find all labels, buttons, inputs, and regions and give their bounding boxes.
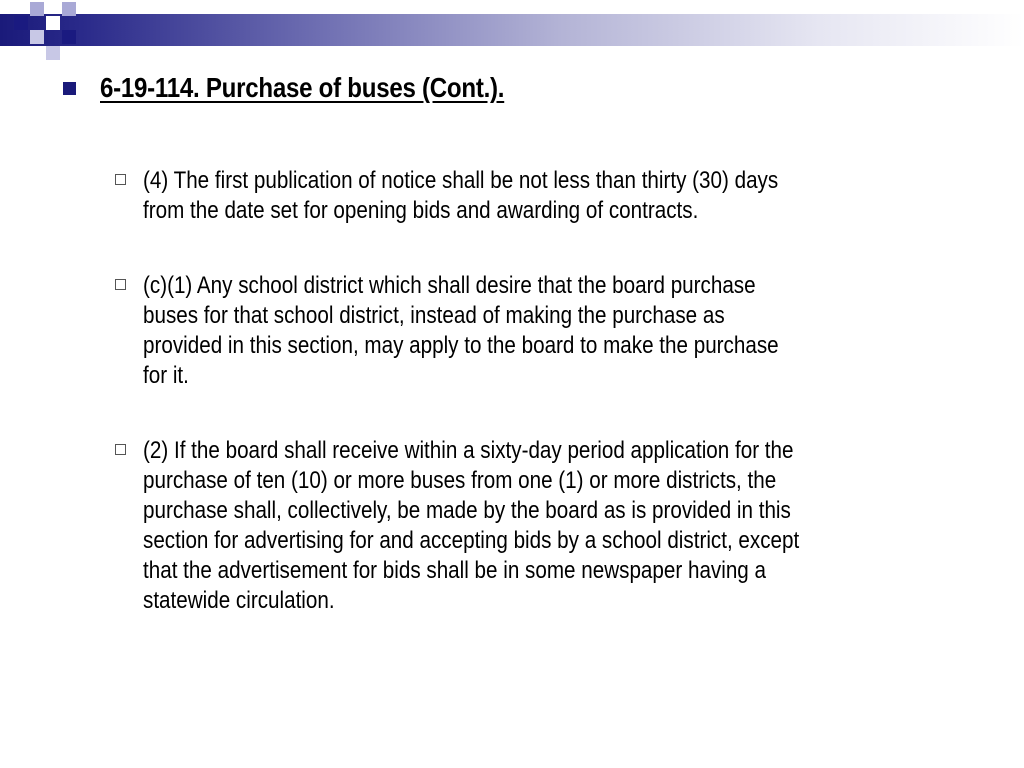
list-item <box>115 436 975 616</box>
decor-square <box>46 46 60 60</box>
list-item-text: (c)(1) Any school district which shall desire that the board purchase buses for that school district, instead of making the purchase as provided in this section, may apply to the board to make the purchase for it. <box>143 272 779 389</box>
slide-title: 6-19-114. Purchase of buses (Cont.). <box>100 72 505 103</box>
hollow-square-bullet-icon <box>115 279 126 290</box>
decor-square <box>14 16 28 30</box>
decor-square <box>62 2 76 16</box>
title-row <box>63 72 570 104</box>
hollow-square-bullet-icon <box>115 174 126 185</box>
decor-square <box>30 30 44 44</box>
hollow-square-bullet-icon <box>115 444 126 455</box>
decor-square <box>46 16 60 30</box>
list-item-text: (2) If the board shall receive within a sixty-day period application for the purchase of ten (10) or more buses from one (1) or more districts, the purchase shall, collectively, be made by the board as is provided in this section for advertising for and accepting bids by a school district, except that the advertisement for bids shall be in some newspaper having a statewide circulation. <box>143 437 800 614</box>
list-item-text: (4) The first publication of notice shall be not less than thirty (30) days from the date set for opening bids and awarding of contracts. <box>143 167 779 224</box>
decor-square <box>30 2 44 16</box>
list-item <box>115 271 975 391</box>
header-gradient-band <box>0 14 1024 46</box>
list-item <box>115 166 975 226</box>
square-bullet-icon <box>63 82 76 95</box>
decor-square <box>62 30 76 44</box>
